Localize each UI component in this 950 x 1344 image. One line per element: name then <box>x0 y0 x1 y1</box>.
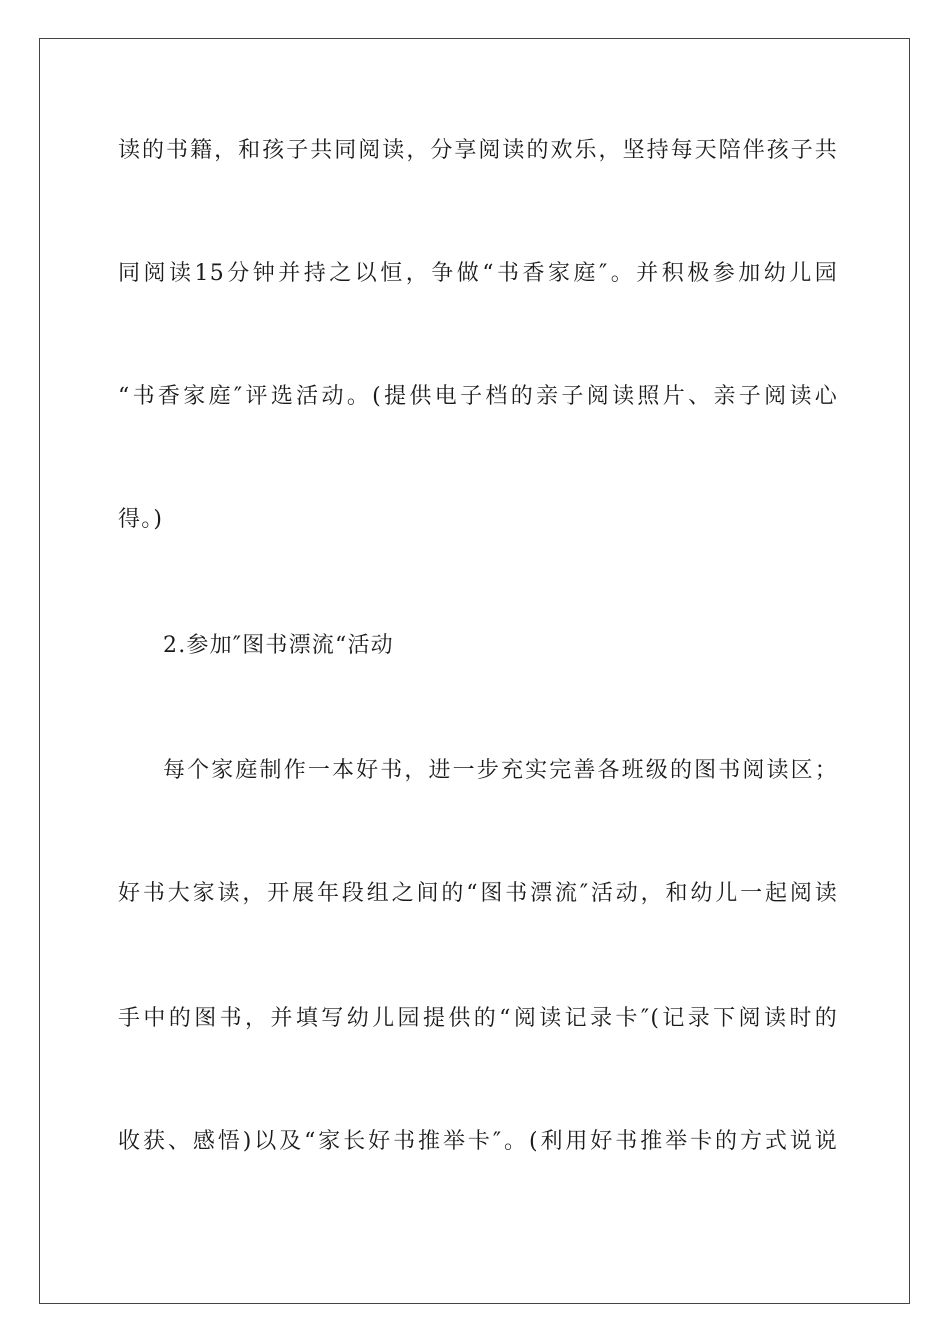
paragraph-line-8: 收获、感悟)以及“家长好书推举卡″。(利用好书推举卡的方式说说 <box>118 1129 838 1154</box>
paragraph-line-3: “书香家庭″评选活动。(提供电子档的亲子阅读照片、亲子阅读心 <box>118 384 838 409</box>
paragraph-line-5: 每个家庭制作一本好书，进一步充实完善各班级的图书阅读区； <box>163 758 838 783</box>
paragraph-line-7: 手中的图书，并填写幼儿园提供的“阅读记录卡″(记录下阅读时的 <box>118 1006 838 1031</box>
paragraph-line-4: 得。) <box>118 507 164 532</box>
paragraph-line-1: 读的书籍，和孩子共同阅读，分享阅读的欢乐，坚持每天陪伴孩子共 <box>118 138 838 163</box>
paragraph-line-2: 同阅读15分钟并持之以恒，争做“书香家庭″。并积极参加幼儿园 <box>118 261 838 286</box>
section-heading: 2.参加″图书漂流“活动 <box>163 633 394 658</box>
paragraph-line-6: 好书大家读，开展年段组之间的“图书漂流″活动，和幼儿一起阅读 <box>118 881 838 906</box>
page-border <box>39 38 910 1304</box>
